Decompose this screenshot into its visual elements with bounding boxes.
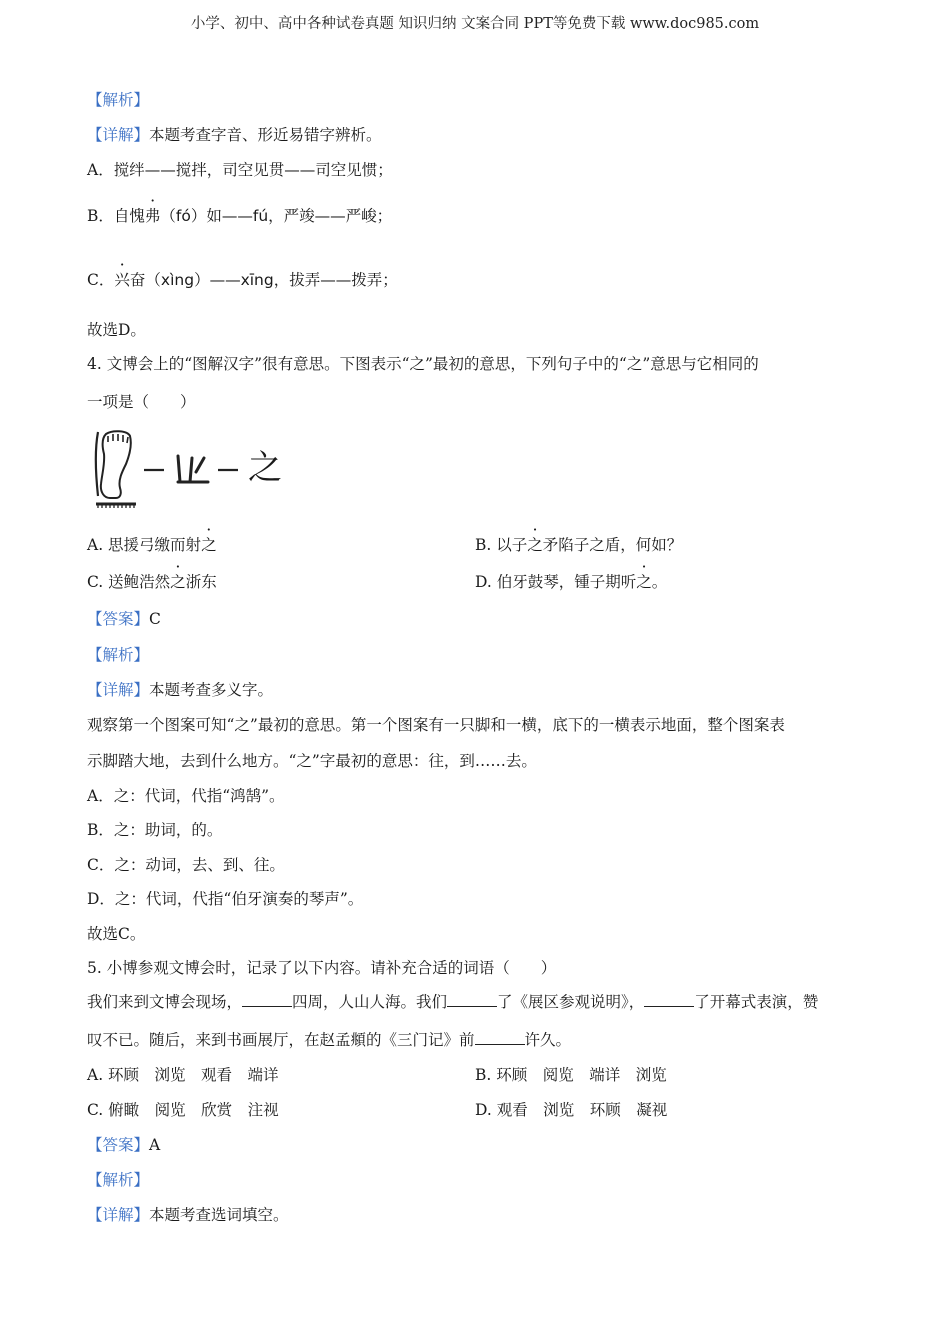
q4-c-pre: C. 送鲍浩然 (87, 573, 171, 591)
q3-b-pinyin2: fú (252, 207, 269, 225)
q5-p1-d: 了开幕式表演，赞 (694, 993, 819, 1011)
q4-option-d (475, 572, 667, 592)
q4-option-a (87, 535, 217, 555)
q5-passage-line1 (87, 992, 818, 1012)
q4-answer (87, 609, 161, 629)
detail-label: 【详解】 (87, 126, 150, 144)
q3-c-post: ，拔弄——拨弄； (273, 271, 398, 289)
q5-detail-text: 本题考查选词填空。 (149, 1206, 289, 1224)
q3-b-mid: 如—— (206, 207, 253, 225)
q5-p2-b: 许久。 (524, 1031, 572, 1049)
q4-answer-value: C (149, 610, 161, 628)
q4-b-dotted: 之 (527, 536, 543, 554)
detail-label: 【详解】 (87, 681, 150, 699)
q4-option-c (87, 572, 217, 592)
q3-c-pinyin: xìng (160, 271, 195, 289)
q5-option-c: C. 俯瞰 阅览 欣赏 注视 (87, 1101, 279, 1119)
q4-explain-d: D．之：代词，代指“伯牙演奏的琴声”。 (87, 890, 364, 908)
q5-p1-b: 四周，人山人海。我们 (292, 993, 448, 1011)
q4-detail (87, 680, 273, 700)
q4-explain-b: B．之：助词，的。 (87, 821, 223, 839)
q3-item-a: A．搅绊——搅拌，司空见贯——司空见惯； (87, 161, 393, 179)
q5-detail (87, 1205, 289, 1225)
q5-p2-a: 叹不已。随后，来到书画展厅，在赵孟頫的《三门记》前 (87, 1031, 475, 1049)
q5-p1-a: 我们来到文博会现场， (87, 993, 243, 1011)
q4-explain-line1: 观察第一个图案可知“之”最初的意思。第一个图案有一只脚和一横，底下的一横表示地面，整个图案表 (87, 716, 785, 734)
zhi-evolution-figure (92, 428, 292, 514)
q4-c-dotted: 之 (170, 573, 186, 591)
zhi-modern-char: 之 (248, 448, 282, 488)
q3-detail (87, 125, 382, 145)
q5-option-a: A. 环顾 浏览 观看 端详 (87, 1066, 279, 1084)
q3-b-post: ，严竣——严峻； (268, 207, 393, 225)
q3-item-b (87, 206, 392, 226)
answer-label: 【答案】 (87, 1136, 150, 1154)
q5-passage-line2 (87, 1030, 571, 1050)
q5-answer (87, 1135, 160, 1155)
q3-c-mid2: ）—— (194, 271, 241, 289)
q3-detail-text: 本题考查字音、形近易错字辨析。 (149, 126, 382, 144)
q4-conclusion: 故选C。 (87, 925, 146, 943)
page-header: 小学、初中、高中各种试卷真题 知识归纳 文案合同 PPT等免费下载 www.doc985.com (190, 16, 760, 32)
q3-c-dotted: 兴 (114, 271, 130, 289)
q4-option-b (475, 535, 682, 555)
q4-stem-line1: 4. 文博会上的“图解汉字”很有意思。下图表示“之”最初的意思，下列句子中的“之”意思与它相同的 (87, 355, 759, 373)
q4-b-pre: B. 以子 (475, 536, 528, 554)
q4-explain-a: A．之：代词，代指“鸿鹄”。 (87, 787, 285, 805)
q5-answer-value: A (149, 1136, 161, 1154)
q4-stem-line2: 一项是（ ） (87, 393, 196, 411)
blank-2 (447, 992, 497, 1007)
q3-c-mid: 奋（ (129, 271, 161, 289)
q4-explain-line2: 示脚踏大地，去到什么地方。“之”字最初的意思：往，到……去。 (87, 752, 537, 770)
q4-a-dotted: 之 (201, 536, 217, 554)
q4-c-post: 浙东 (185, 573, 217, 591)
q3-b-pre: B．自愧 (87, 207, 145, 225)
q3-b-pinyin: （fó） (160, 207, 207, 225)
q5-option-d: D. 观看 浏览 环顾 凝视 (475, 1101, 668, 1119)
q4-d-dotted: 之 (636, 573, 652, 591)
q4-explain-c: C．之：动词，去、到、往。 (87, 856, 285, 874)
answer-label: 【答案】 (87, 610, 150, 628)
q3-c-pre: C． (87, 271, 115, 289)
q3-item-c (87, 270, 398, 290)
q3-conclusion: 故选D。 (87, 321, 146, 339)
q4-a-text: A. 思援弓缴而射 (87, 536, 202, 554)
q4-d-pre: D. 伯牙鼓琴，锺子期听 (475, 573, 637, 591)
q3-b-dotted: 弗 (144, 207, 161, 225)
detail-label: 【详解】 (87, 1206, 150, 1224)
analysis-label: 【解析】 (87, 91, 150, 109)
q5-stem: 5. 小博参观文博会时，记录了以下内容。请补充合适的词语（ ） (87, 959, 557, 977)
q4-d-post: 。 (651, 573, 668, 591)
q3-c-pinyin2: xīng (240, 271, 274, 289)
blank-3 (644, 992, 694, 1007)
blank-4 (475, 1030, 525, 1045)
q5-p1-c: 了《展区参观说明》， (497, 993, 645, 1011)
q4-detail-text: 本题考查多义字。 (149, 681, 274, 699)
blank-1 (242, 992, 292, 1007)
q5-analysis-label: 【解析】 (87, 1171, 150, 1189)
q4-b-post: 矛陷子之盾，何如？ (542, 536, 683, 554)
q5-option-b: B. 环顾 阅览 端详 浏览 (475, 1066, 667, 1084)
q4-analysis-label: 【解析】 (87, 646, 150, 664)
